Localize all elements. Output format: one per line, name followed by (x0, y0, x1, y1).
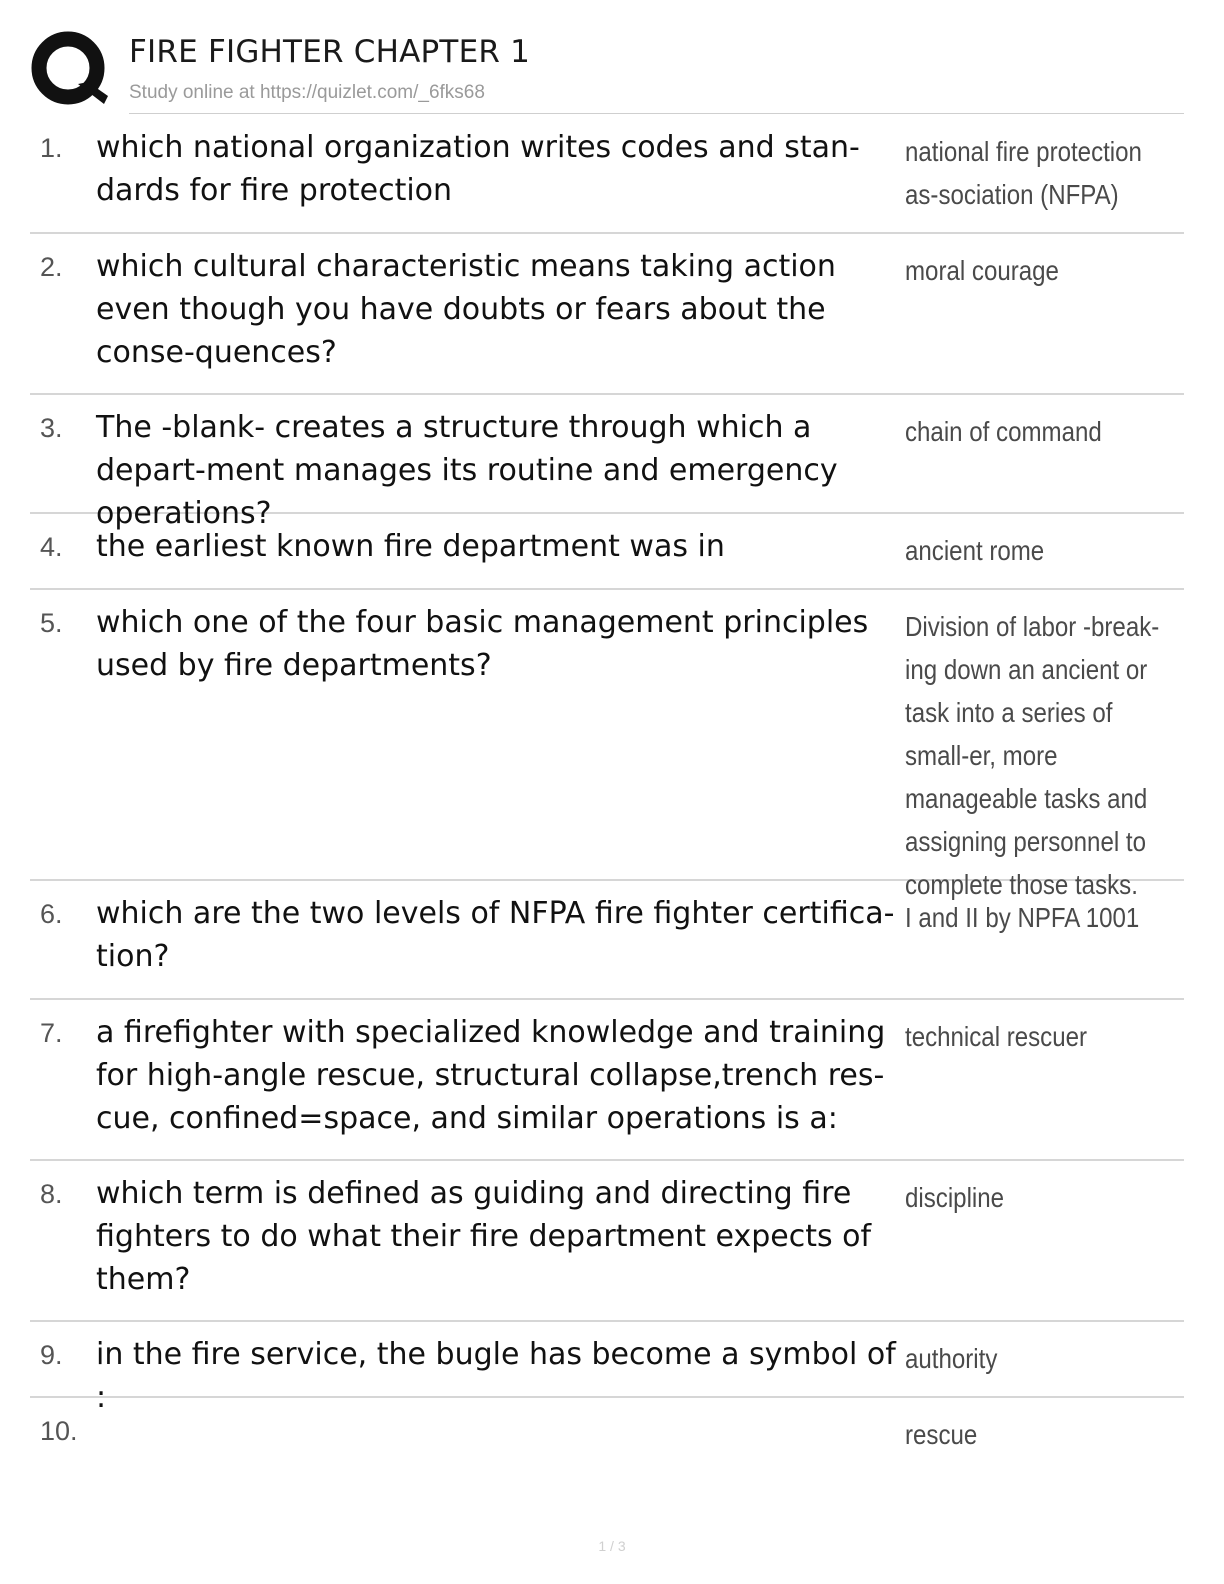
card-number: 2. (40, 252, 63, 282)
flashcard-row (30, 514, 1184, 590)
card-number: 8. (40, 1179, 63, 1209)
card-term: a firefighter with specialized knowledge and training for high-angle rescue, structural collapse,trench res-cue, confined=space, and similar operations is a: (96, 1015, 886, 1136)
card-definition: discipline (905, 1182, 1005, 1213)
card-definition: chain of command (905, 416, 1102, 447)
flashcard-row (30, 234, 1184, 395)
quizlet-q-icon (30, 30, 110, 110)
flashcard-row (30, 1161, 1184, 1322)
card-term: the earliest known fire department was in (96, 529, 725, 564)
page-number: 1 / 3 (598, 1538, 626, 1554)
card-term: which term is defined as guiding and directing fire fighters to do what their fire department expects of them? (96, 1176, 872, 1297)
card-term: which national organization writes codes and stan-dards for fire protection (96, 130, 860, 208)
card-number: 6. (40, 899, 63, 929)
flashcard-row (30, 1398, 1184, 1472)
flashcard-row (30, 881, 1184, 1000)
flashcard-row (30, 590, 1184, 900)
flashcard-row (30, 1322, 1184, 1415)
card-definition: moral courage (905, 255, 1059, 286)
card-term: which one of the four basic management principles used by fire departments? (96, 605, 869, 683)
card-number: 1. (40, 133, 63, 163)
card-number: 9. (40, 1340, 63, 1370)
card-number: 5. (40, 608, 63, 638)
card-term: in the fire service, the bugle has become a symbol of : (96, 1337, 896, 1415)
card-definition: technical rescuer (905, 1021, 1088, 1052)
flashcard-list (30, 115, 1184, 1472)
flashcard-row (30, 1000, 1184, 1161)
flashcard-row (30, 395, 1184, 531)
card-number: 4. (40, 532, 63, 562)
card-term: which are the two levels of NFPA fire fighter certifica-tion? (96, 896, 895, 974)
card-definition: I and II by NPFA 1001 (905, 902, 1140, 933)
header-divider (129, 113, 1184, 114)
card-number: 10. (40, 1416, 78, 1446)
page-header (30, 28, 1184, 114)
study-online-link[interactable]: Study online at https://quizlet.com/_6fks68 (129, 82, 485, 103)
card-term: The -blank- creates a structure through which a depart-ment manages its routine and emergency operations? (96, 410, 838, 531)
page-title: FIRE FIGHTER CHAPTER 1 (129, 34, 531, 70)
card-number: 3. (40, 413, 63, 443)
card-definition: rescue (905, 1419, 978, 1450)
card-definition: ancient rome (905, 535, 1045, 566)
card-term: which cultural characteristic means taking action even though you have doubts or fears about the conse-quences? (96, 249, 836, 370)
card-definition: authority (905, 1343, 998, 1374)
card-number: 7. (40, 1018, 63, 1048)
card-definition: Division of labor -break-ing down an ancient or task into a series of small-er, more manageable tasks and assigning personnel to complete those tasks. (905, 611, 1160, 900)
flashcard-row (30, 115, 1184, 234)
card-definition: national fire protection as-sociation (NFPA) (905, 136, 1142, 210)
